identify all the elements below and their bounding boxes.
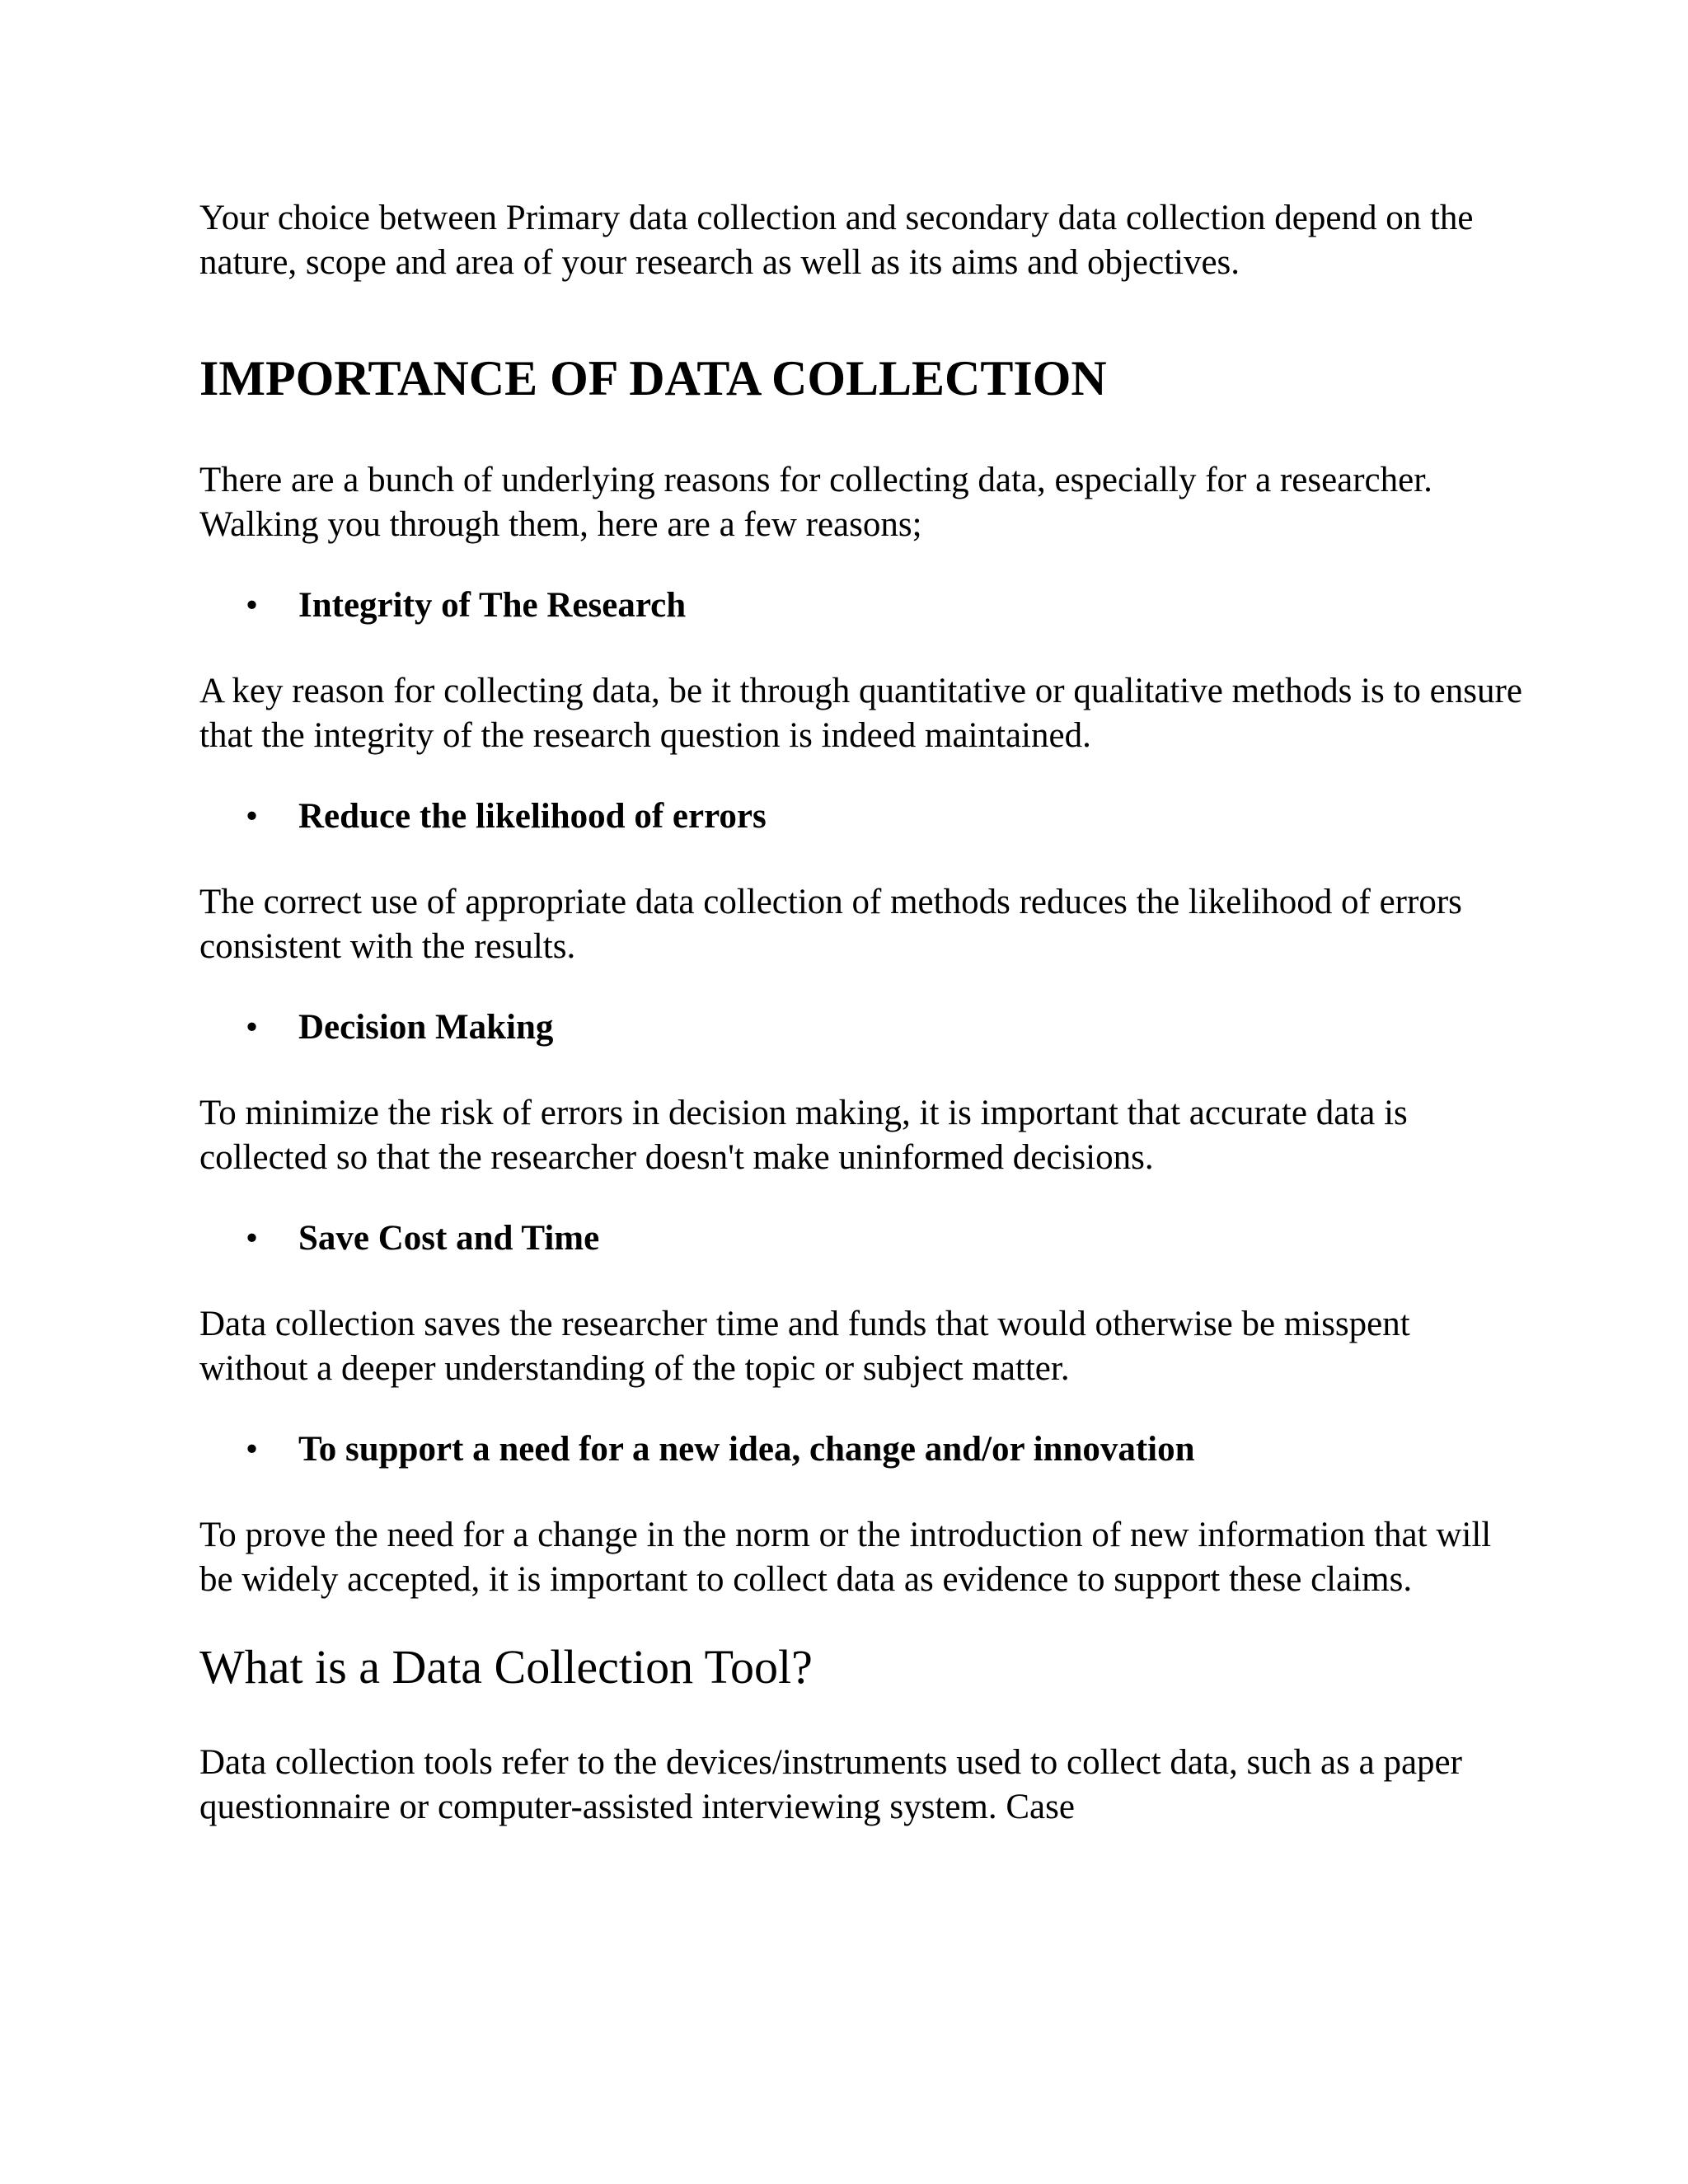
bullet-title: Decision Making: [298, 1008, 554, 1047]
bullet-support-innovation: [199, 1427, 1523, 1472]
data-collection-tool-heading: What is a Data Collection Tool?: [199, 1640, 813, 1694]
bullet-dot: •: [246, 1008, 259, 1047]
bullet-decision-making: [199, 1005, 1523, 1050]
data-collection-tool-paragraph: Data collection tools refer to the devices/instruments used to collect data, such as a paper questionnaire or computer-assisted interviewing system. Case: [199, 1743, 1462, 1826]
bullet-title: Integrity of The Research: [298, 586, 687, 625]
bullet-title: To support a need for a new idea, change and/or innovation: [298, 1430, 1195, 1469]
decision-making-paragraph: To minimize the risk of errors in decision making, it is important that accurate data is collected so that the researcher doesn't make uninformed decisions.: [199, 1094, 1408, 1177]
bullet-save-cost-time: [199, 1216, 1523, 1261]
bullet-dot: •: [246, 1219, 259, 1258]
bullet-reduce-errors: [199, 794, 1523, 839]
intro-paragraph: Your choice between Primary data collection and secondary data collection depend on the nature, scope and area of your research as well as its aims and objectives.: [199, 199, 1474, 282]
bullet-dot: •: [246, 797, 259, 836]
support-innovation-paragraph: To prove the need for a change in the norm or the introduction of new information that will be widely accepted, it is important to collect data as evidence to support these claims.: [199, 1516, 1492, 1599]
importance-lead-paragraph: There are a bunch of underlying reasons for collecting data, especially for a researcher. Walking you through them, here are a few reasons;: [199, 461, 1432, 544]
importance-heading: IMPORTANCE OF DATA COLLECTION: [199, 351, 1107, 405]
bullet-integrity: [199, 583, 1523, 628]
reduce-errors-paragraph: The correct use of appropriate data collection of methods reduces the likelihood of errors consistent with the results.: [199, 883, 1462, 966]
bullet-title: Reduce the likelihood of errors: [298, 797, 767, 836]
save-cost-time-paragraph: Data collection saves the researcher time and funds that would otherwise be misspent without a deeper understanding of the topic or subject matter.: [199, 1305, 1410, 1388]
bullet-dot: •: [246, 1430, 259, 1469]
bullet-dot: •: [246, 586, 259, 625]
bullet-title: Save Cost and Time: [298, 1219, 600, 1258]
integrity-paragraph: A key reason for collecting data, be it through quantitative or qualitative methods is to ensure that the integrity of the research question is indeed maintained.: [199, 672, 1522, 755]
